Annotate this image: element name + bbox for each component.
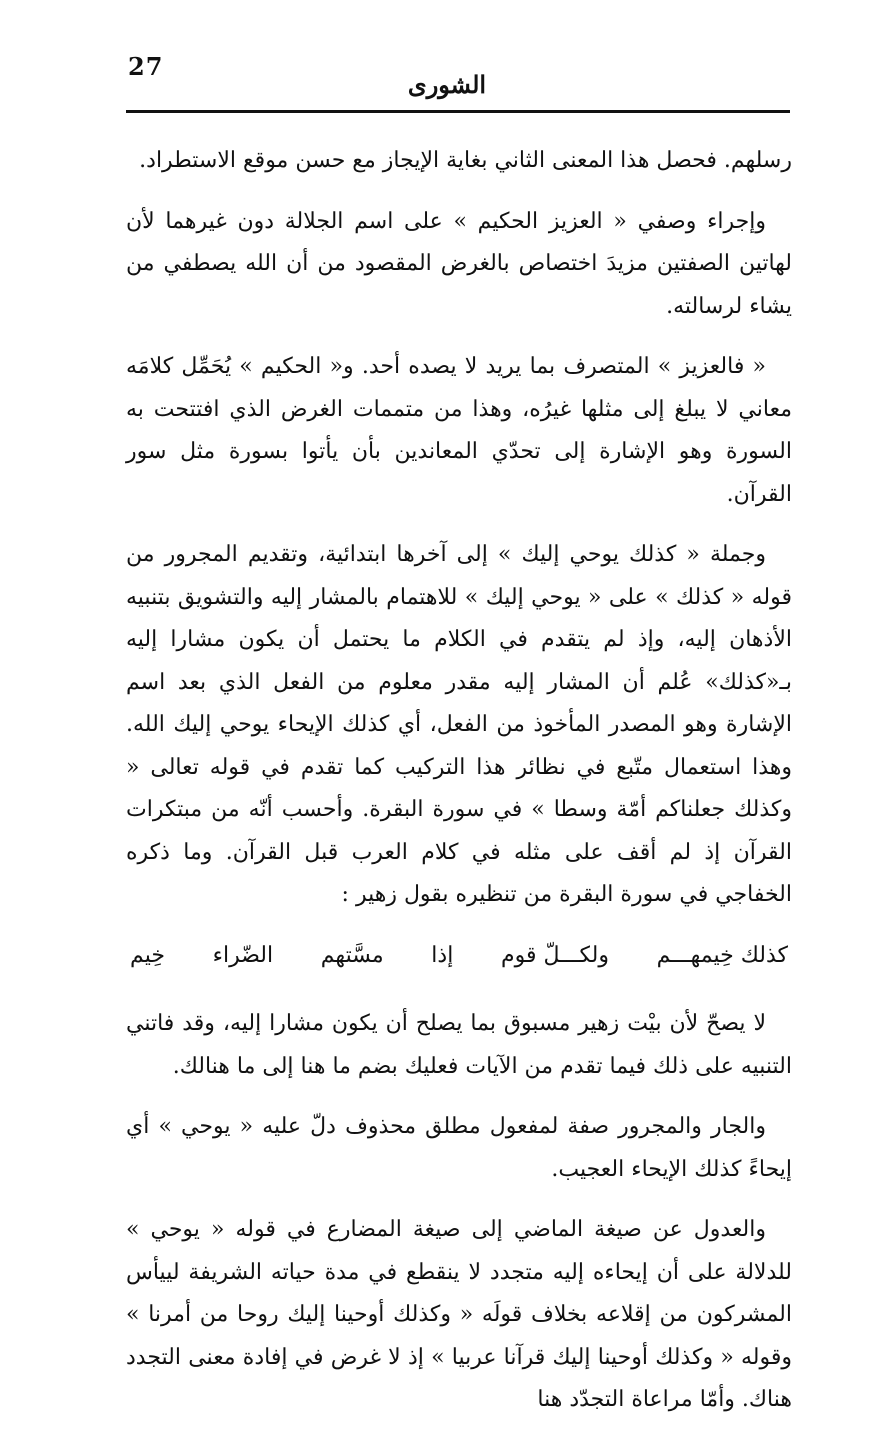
verse-segment: إذا xyxy=(431,942,454,968)
paragraph: لا يصحّ لأن بيْت زهير مسبوق بما يصلح أن يكون مشارا إليه، وقد فاتني التنبيه على ذلك فيما تقدم من الآيات فعليك بضم ما هنا إلى ما هنالك. xyxy=(126,1011,792,1079)
verse-segment: مسَّتهم xyxy=(320,942,384,968)
verse-segment: ولكـــلّ قوم xyxy=(501,942,609,968)
verse-segment: كذلك خِيمهـــم xyxy=(656,942,788,968)
verse-line xyxy=(126,935,792,978)
paragraph: رسلهم. فحصل هذا المعنى الثاني بغاية الإيجاز مع حسن موقع الاستطراد. xyxy=(139,148,792,173)
paragraph: « فالعزيز » المتصرف بما يريد لا يصده أحد. و« الحكيم » يُحَمِّل كلامَه معاني لا يبلغ إلى مثلها غيرُه، وهذا من متممات الغرض الذي افتتحت به السورة وهو الإشارة إلى تحدّي المعاندين بأن يأتوا بسورة مثل سور القرآن. xyxy=(126,354,792,507)
verse-segment: خِيم xyxy=(130,942,165,968)
paragraph: والجار والمجرور صفة لمفعول مطلق محذوف دلّ عليه « يوحي » أي إيحاءً كذلك الإيحاء العجيب. xyxy=(126,1114,792,1182)
page-number: 27 xyxy=(128,52,164,81)
paragraph: والعدول عن صيغة الماضي إلى صيغة المضارع في قوله « يوحي » للدلالة على أن إيحاءه إليه متجدد لا ينقطع في مدة حياته الشريفة لييأس المشركون من إقلاعه بخلاف قولَه « وكذلك أوحينا إليك روحا من أمرنا » وقوله « وكذلك أوحينا إليك قرآنا عربيا » إذ لا غرض في إفادة معنى التجدد هناك. وأمّا مراعاة التجدّد هنا xyxy=(126,1217,792,1412)
header-rule xyxy=(126,110,790,113)
paragraph: وإجراء وصفي « العزيز الحكيم » على اسم الجلالة دون غيرهما لأن لهاتين الصفتين مزيدَ اختصاص بالغرض المقصود من أن الله يصطفي من يشاء لرسالته. xyxy=(126,208,792,319)
verse-segment: الضّراء xyxy=(212,942,274,968)
running-title: الشورى xyxy=(407,70,487,99)
body-text xyxy=(126,140,792,1440)
paragraph: وجملة « كذلك يوحي إليك » إلى آخرها ابتدائية، وتقديم المجرور من قوله « كذلك » على « يوحي إليك » للاهتمام بالمشار إليه والتشويق بتنبيه الأذهان إليه، وإذ لم يتقدم في الكلام ما يحتمل أن يكون مشارا إليه بـ«كذلك» عُلم أن المشار إليه مقدر معلوم من الفعل الذي بعد اسم الإشارة وهو المصدر المأخوذ من الفعل، أي كذلك الإيحاء يوحي إليك الله. وهذا استعمال متّبع في نظائر هذا التركيب كما تقدم في قوله تعالى « وكذلك جعلناكم أمّة وسطا » في سورة البقرة. وأحسب أنّه من مبتكرات القرآن إذ لم أقف على مثله في كلام العرب قبل القرآن. وما ذكره الخفاجي في سورة البقرة من تنظيره بقول زهير : xyxy=(126,542,792,907)
